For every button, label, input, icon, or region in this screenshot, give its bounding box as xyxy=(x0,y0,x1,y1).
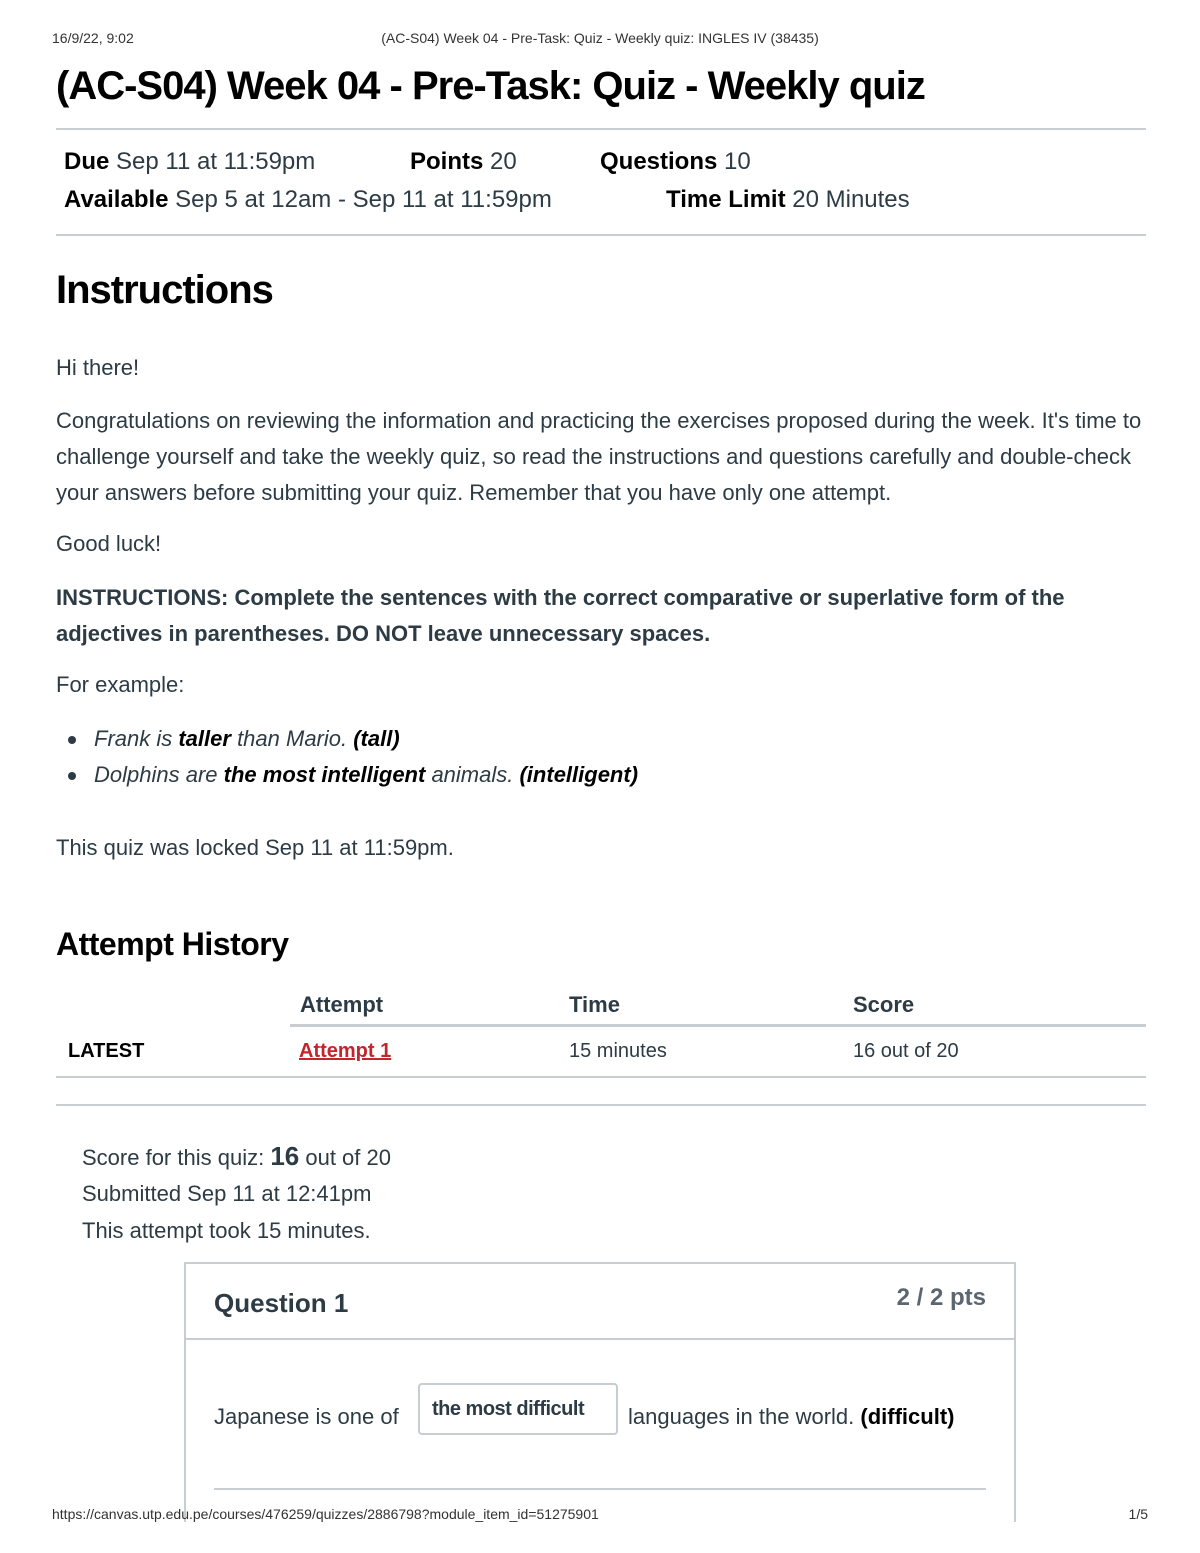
column-header-time: Time xyxy=(569,992,620,1017)
task-instructions: INSTRUCTIONS: Complete the sentences with the correct comparative or superlative form of the adjectives in parentheses. DO NOT leave unnecessary spaces. xyxy=(56,585,1065,646)
attempt-history-heading: Attempt History xyxy=(56,926,289,962)
duration-line: This attempt took 15 minutes. xyxy=(82,1218,371,1243)
examples-list xyxy=(56,721,638,793)
points-label: Points xyxy=(410,148,484,175)
good-luck-text: Good luck! xyxy=(56,531,162,556)
score-line: Score for this quiz: 16 out of 20 xyxy=(82,1141,391,1171)
questions-label: Questions xyxy=(600,148,718,175)
submitted-line: Submitted Sep 11 at 12:41pm xyxy=(82,1181,372,1206)
locked-note: This quiz was locked Sep 11 at 11:59pm. xyxy=(56,835,454,860)
latest-label: LATEST xyxy=(68,1040,145,1062)
available-label: Available xyxy=(64,186,169,213)
due-label: Due xyxy=(64,148,110,175)
time-limit-value: 20 Minutes xyxy=(792,186,910,213)
time-limit-detail xyxy=(666,186,910,214)
question-body xyxy=(186,1340,1014,1520)
question-header xyxy=(186,1264,1014,1340)
instructions-body: Congratulations on reviewing the information and practicing the exercises proposed during the week. It's time to challenge yourself and take the weekly quiz, so read the instructions and questions carefully and double-check your answers before submitting your quiz. Remember that you have only one attempt. xyxy=(56,408,1142,505)
score-value: 16 xyxy=(270,1141,300,1171)
print-header xyxy=(0,30,1200,50)
example-item: Dolphins are the most intelligent animals. (intelligent) xyxy=(56,757,638,793)
table-row xyxy=(56,1026,1146,1078)
title-divider xyxy=(56,128,1146,130)
greeting-text: Hi there! xyxy=(56,355,140,380)
answer-value: the most difficult xyxy=(432,1398,585,1420)
attempt-score: 16 out of 20 xyxy=(853,1040,959,1062)
due-value: Sep 11 at 11:59pm xyxy=(116,148,316,175)
available-value: Sep 5 at 12am - Sep 11 at 11:59pm xyxy=(175,186,552,213)
questions-value: 10 xyxy=(724,148,751,175)
points-value: 20 xyxy=(490,148,517,175)
question-text-after: languages in the world. (difficult) xyxy=(628,1404,955,1429)
question-separator xyxy=(214,1488,986,1490)
page-number: 1/5 xyxy=(1128,1506,1148,1522)
table-header xyxy=(56,984,1146,1026)
questions-detail xyxy=(600,148,751,176)
column-header-attempt: Attempt xyxy=(300,992,384,1017)
attempt-time: 15 minutes xyxy=(569,1040,667,1062)
time-limit-label: Time Limit xyxy=(666,186,786,213)
attempt-divider xyxy=(56,1104,1146,1106)
attempt-history-table xyxy=(56,984,1146,1078)
for-example-label: For example: xyxy=(56,672,185,697)
attempt-1-link[interactable]: Attempt 1 xyxy=(299,1040,392,1062)
example-hint: (tall) xyxy=(353,726,400,751)
example-answer: taller xyxy=(178,726,231,751)
question-title: Question 1 xyxy=(214,1288,349,1318)
answer-field[interactable] xyxy=(418,1383,618,1435)
score-summary xyxy=(82,1138,391,1249)
print-doc-title: (AC-S04) Week 04 - Pre-Task: Quiz - Weekly quiz: INGLES IV (38435) xyxy=(381,30,819,46)
example-answer: the most intelligent xyxy=(223,762,426,787)
available-detail xyxy=(64,186,552,214)
quiz-details-row-1 xyxy=(64,148,315,176)
points-detail xyxy=(410,148,517,176)
question-hint: (difficult) xyxy=(860,1404,955,1429)
example-hint: (intelligent) xyxy=(519,762,639,787)
instructions-heading: Instructions xyxy=(56,268,273,312)
print-date: 16/9/22, 9:02 xyxy=(52,30,134,46)
column-header-score: Score xyxy=(853,992,915,1017)
print-url: https://canvas.utp.edu.pe/courses/476259/quizzes/2886798?module_item_id=51275901 xyxy=(52,1506,599,1522)
example-item: Frank is taller than Mario. (tall) xyxy=(56,721,638,757)
details-divider xyxy=(56,234,1146,236)
page-title: (AC-S04) Week 04 - Pre-Task: Quiz - Weekly quiz xyxy=(56,64,925,108)
question-points: 2 / 2 pts xyxy=(896,1284,986,1311)
question-card xyxy=(184,1262,1016,1522)
question-text-before: Japanese is one of xyxy=(214,1404,399,1429)
